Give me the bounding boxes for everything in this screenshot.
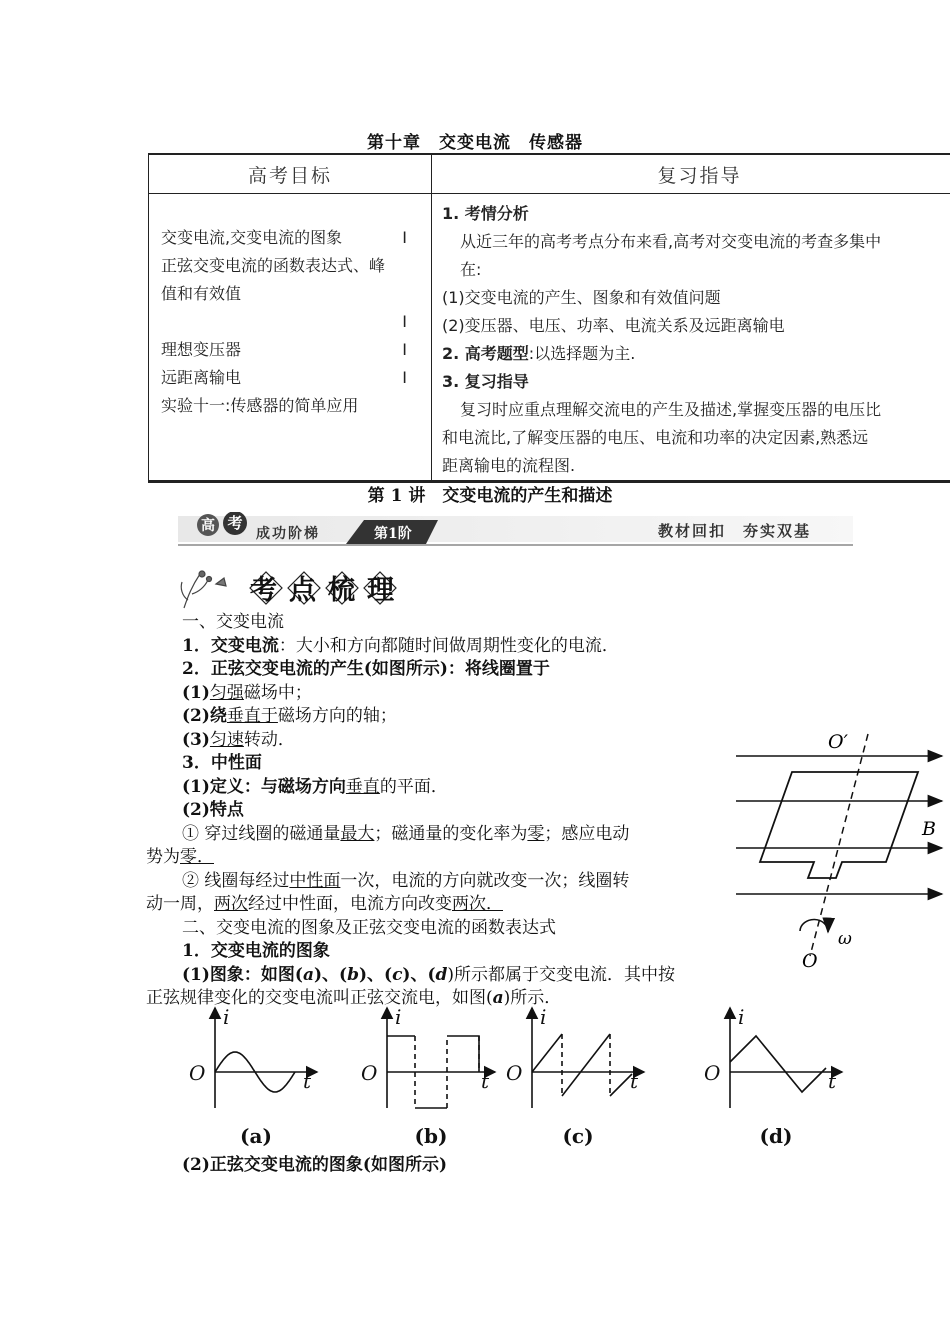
guide-text: 距离输电的流程图. bbox=[442, 456, 576, 475]
paragraph: (2)特点 bbox=[182, 800, 244, 820]
axis-t-label: t bbox=[481, 1069, 490, 1093]
chapter-title: 第十章 交变电流 传感器 bbox=[367, 133, 583, 153]
paragraph: (3)匀速转动． bbox=[182, 729, 295, 750]
guide-text: 复习时应重点理解交流电的产生及描述,掌握变压器的电压比 bbox=[460, 400, 882, 419]
paragraph: (1)匀强磁场中； bbox=[182, 682, 312, 703]
guide-heading: 2. 高考题型:以选择题为主. bbox=[442, 344, 636, 363]
goal-row: 理想变压器 Ⅰ bbox=[161, 340, 407, 359]
guide-text: 从近三年的高考考点分布来看,高考对交变电流的考查多集中 bbox=[460, 232, 882, 251]
rotation-axis bbox=[810, 734, 868, 956]
goals-table bbox=[148, 153, 950, 483]
step-text: 第1阶 bbox=[374, 526, 412, 542]
goal-row: Ⅰ bbox=[402, 312, 407, 331]
paragraph: 3．中性面 bbox=[182, 753, 262, 773]
goal-row: 实验十一:传感器的简单应用 bbox=[161, 396, 359, 415]
paragraph: (2)绕垂直于磁场方向的轴； bbox=[182, 706, 397, 726]
axis-t-label: t bbox=[630, 1069, 639, 1093]
axis-t-label: t bbox=[828, 1069, 837, 1093]
paragraph: 1．交变电流：大小和方向都随时间做周期性变化的电流． bbox=[182, 635, 619, 656]
paragraph: 动一周，两次经过中性面，电流方向改变两次． bbox=[146, 894, 503, 914]
success-ladder-banner bbox=[178, 512, 853, 548]
graph-label: (a) bbox=[240, 1124, 272, 1148]
rotating-coil-figure bbox=[730, 726, 950, 976]
table-header-goals: 高考目标 bbox=[149, 154, 432, 194]
origin-label: O bbox=[506, 1061, 523, 1085]
origin-label: O bbox=[189, 1061, 206, 1085]
sawtooth-wave bbox=[562, 1034, 610, 1096]
section-title: 一、交变电流 bbox=[182, 612, 284, 632]
paragraph: (2)正弦交变电流的图象(如图所示) bbox=[182, 1155, 448, 1175]
guide-item: (2)变压器、电压、功率、电流关系及远距离输电 bbox=[442, 316, 785, 335]
axis-i-label: i bbox=[223, 1005, 230, 1029]
square-wave bbox=[447, 1036, 479, 1072]
kao-char: 考 bbox=[227, 514, 243, 532]
goal-row: 正弦交变电流的函数表达式、峰 bbox=[161, 256, 386, 275]
graph-label: (c) bbox=[562, 1124, 594, 1148]
graph-label: (d) bbox=[759, 1124, 793, 1148]
paragraph: ② 线圈每经过中性面一次，电流的方向就改变一次；线圈转 bbox=[182, 870, 630, 891]
axis-i-label: i bbox=[738, 1005, 745, 1029]
gao-char: 高 bbox=[201, 518, 215, 534]
paragraph: (1)图象：如图(a)、(b)、(c)、(d)所示都属于交变电流．其中按 bbox=[182, 964, 676, 985]
axis-t-label: t bbox=[303, 1069, 312, 1093]
origin-label: O bbox=[704, 1061, 721, 1085]
current-graphs bbox=[180, 1000, 870, 1155]
ladder-text: 成功阶梯 bbox=[256, 526, 320, 542]
table-header-guide: 复习指导 bbox=[432, 154, 950, 194]
guide-text: 在: bbox=[460, 260, 482, 279]
axis-i-label: i bbox=[540, 1005, 547, 1029]
goal-row: 远距离输电 Ⅰ bbox=[161, 368, 407, 387]
triangle-wave bbox=[730, 1036, 826, 1092]
guide-item: (1)交变电流的产生、图象和有效值问题 bbox=[442, 288, 721, 307]
lesson-title: 第 1 讲 交变电流的产生和描述 bbox=[367, 486, 613, 506]
paragraph: 2．正弦交变电流的产生(如图所示)：将线圈置于 bbox=[182, 659, 550, 679]
content-body bbox=[146, 611, 716, 1011]
guide-heading: 3. 复习指导 bbox=[442, 372, 529, 391]
axis-i-label: i bbox=[395, 1005, 402, 1029]
paragraph: 正弦规律变化的交变电流叫正弦交流电，如图(a)所示． bbox=[146, 988, 562, 1008]
section-heading-text: 考点梳理 bbox=[250, 575, 406, 606]
goal-row: 值和有效值 bbox=[161, 284, 242, 303]
guide-cell bbox=[432, 194, 950, 482]
paragraph: 1．交变电流的图象 bbox=[182, 941, 330, 961]
guide-heading: 1. 考情分析 bbox=[442, 204, 529, 223]
magnetic-field-lines bbox=[736, 756, 942, 894]
label-o: O bbox=[802, 950, 818, 972]
paragraph: (1)定义：与磁场方向垂直的平面． bbox=[182, 776, 448, 797]
sawtooth-wave bbox=[610, 1074, 632, 1096]
guide-text: 和电流比,了解变压器的电压、电流和功率的决定因素,熟悉远 bbox=[442, 428, 869, 447]
flower-icon bbox=[181, 571, 226, 608]
goals-cell bbox=[149, 194, 432, 482]
sawtooth-wave bbox=[532, 1034, 562, 1072]
graph-caption-line bbox=[146, 1154, 716, 1178]
section-title: 二、交变电流的图象及正弦交变电流的函数表达式 bbox=[182, 917, 556, 938]
label-omega: ω bbox=[838, 929, 852, 949]
banner-right-text: 教材回扣 夯实双基 bbox=[658, 522, 812, 540]
coil bbox=[760, 772, 918, 878]
goal-row: 交变电流,交变电流的图象 Ⅰ bbox=[161, 228, 407, 247]
paragraph: ① 穿过线圈的磁通量最大；磁通量的变化率为零；感应电动 bbox=[182, 823, 630, 844]
label-b: B bbox=[922, 818, 936, 840]
graph-label: (b) bbox=[414, 1124, 448, 1148]
origin-label: O bbox=[361, 1061, 378, 1085]
paragraph: 势为零． bbox=[146, 847, 214, 867]
section-heading bbox=[178, 566, 408, 610]
rotation-arrow bbox=[800, 919, 828, 932]
label-o-prime: O′ bbox=[828, 731, 848, 753]
